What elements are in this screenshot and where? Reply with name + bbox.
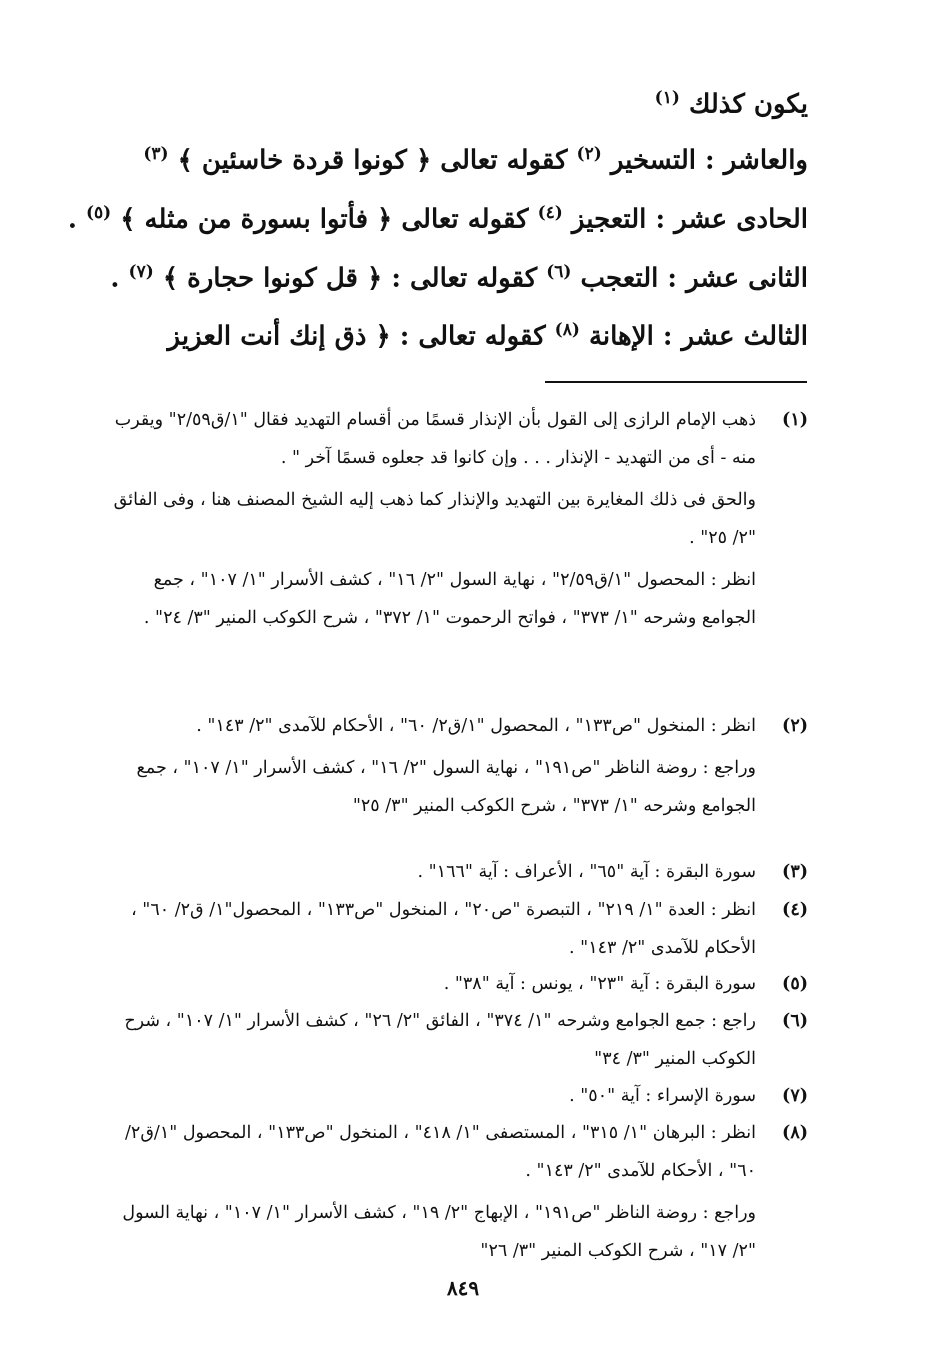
footnote-3 xyxy=(103,853,808,891)
footnote-ref: (١) xyxy=(654,88,680,108)
main-text: . xyxy=(67,204,77,235)
main-text: . xyxy=(110,263,120,294)
main-line-5 xyxy=(108,320,808,352)
footnote-2 xyxy=(103,707,808,825)
main-text: الثالث عشر : الإهانة xyxy=(588,321,808,352)
main-text: يكون كذلك xyxy=(688,89,808,120)
footnote-6 xyxy=(103,1002,808,1078)
footnote-body xyxy=(103,965,756,1003)
footnote-paragraph: وراجع : روضة الناظر "ص١٩١" ، نهاية السول "٢/ ١٦" ، كشف الأسرار "١/ ١٠٧" ، جمع الجوامع وشرحه "١/ ٣٧٣" ، شرح الكوكب المنير "٣/ ٢٥" xyxy=(136,758,756,816)
footnote-number: (٥) xyxy=(782,974,808,994)
main-text: كقوله تعالى : xyxy=(391,263,538,294)
footnote-body xyxy=(103,1002,756,1078)
footnote-ref: (٧) xyxy=(128,262,154,282)
footnote-body xyxy=(103,853,756,891)
footnote-number: (٦) xyxy=(782,1011,808,1031)
footnote-body xyxy=(103,707,756,825)
footnote-number: (١) xyxy=(782,410,808,430)
quran-quote: ﴿ قل كونوا حجارة ﴾ xyxy=(162,263,383,294)
footnote-ref: (٢) xyxy=(576,144,602,164)
footnote-number: (٧) xyxy=(782,1086,808,1106)
footnote-separator xyxy=(545,381,807,383)
quran-quote: ﴿ ذق إنك أنت العزيز xyxy=(167,321,391,352)
footnote-ref: (٦) xyxy=(546,262,572,282)
main-line-3 xyxy=(67,203,808,235)
footnote-paragraph: انظر : المنخول "ص١٣٣" ، المحصول "١/ق٢/ ٦٠" ، الأحكام للآمدى "٢/ ١٤٣" . xyxy=(196,716,756,736)
footnote-number: (٢) xyxy=(782,716,808,736)
quran-quote: ﴿ كونوا قردة خاسئين ﴾ xyxy=(177,145,432,176)
quran-quote: ﴿ فأتوا بسورة من مثله ﴾ xyxy=(120,204,393,235)
footnote-body xyxy=(103,891,756,967)
footnote-number: (٤) xyxy=(782,900,808,920)
main-text: كقوله تعالى xyxy=(440,145,568,176)
footnote-body xyxy=(103,401,756,637)
main-text: الثانى عشر : التعجب xyxy=(580,263,808,294)
footnote-ref: (٥) xyxy=(85,203,112,223)
footnote-paragraph: سورة البقرة : آية "٦٥" ، الأعراف : آية "١٦٦" . xyxy=(417,862,756,882)
footnote-number: (٣) xyxy=(782,862,808,882)
footnote-5 xyxy=(103,965,808,1003)
footnote-number: (٨) xyxy=(782,1123,808,1143)
footnote-paragraph: سورة البقرة : آية "٢٣" ، يونس : آية "٣٨" . xyxy=(443,974,756,994)
page-number: ٨٤٩ xyxy=(446,1276,480,1300)
footnote-paragraph: راجع : جمع الجوامع وشرحه "١/ ٣٧٤" ، الفائق "٢/ ٢٦" ، كشف الأسرار "١/ ١٠٧" ، شرح الكوكب المنير "٣/ ٣٤" xyxy=(124,1011,756,1069)
footnote-paragraph: وراجع : روضة الناظر "ص١٩١" ، الإبهاج "٢/ ١٩" ، كشف الأسرار "١/ ١٠٧" ، نهاية السول "٢/ ١٧" ، شرح الكوكب المنير "٣/ ٢٦" xyxy=(122,1203,756,1261)
footnote-8 xyxy=(103,1114,808,1270)
footnote-paragraph: انظر : البرهان "١/ ٣١٥" ، المستصفى "١/ ٤١٨" ، المنخول "ص١٣٣" ، المحصول "١/ق٢/ ٦٠" ، الأحكام للآمدى "٢/ ١٤٣" . xyxy=(125,1123,756,1181)
main-text: كقوله تعالى xyxy=(401,204,529,235)
main-text: الحادى عشر : التعجيز xyxy=(571,204,808,235)
footnote-1 xyxy=(103,401,808,637)
footnote-paragraph: انظر : المحصول "١/ق٢/٥٩" ، نهاية السول "٢/ ١٦" ، كشف الأسرار "١/ ١٠٧" ، جمع الجوامع وشرحه "١/ ٣٧٣" ، فواتح الرحموت "١/ ٣٧٢" ، شرح الكوكب المنير "٣/ ٢٤" . xyxy=(143,570,756,628)
footnote-ref: (٤) xyxy=(537,203,563,223)
main-line-2 xyxy=(108,144,808,176)
footnote-paragraph: والحق فى ذلك المغايرة بين التهديد والإنذار كما ذهب إليه الشيخ المصنف هنا ، وفى الفائق "٢/ ٢٥" . xyxy=(113,490,756,548)
main-line-1 xyxy=(108,88,808,120)
footnote-paragraph: انظر : العدة "١/ ٢١٩" ، التبصرة "ص٢٠" ، المنخول "ص١٣٣" ، المحصول"١/ ق٢/ ٦٠" ، الأحكام للآمدى "٢/ ١٤٣" . xyxy=(131,900,756,958)
footnote-paragraph: سورة الإسراء : آية "٥٠" . xyxy=(569,1086,756,1106)
main-text: والعاشر : التسخير xyxy=(610,145,808,176)
footnote-paragraph: ذهب الإمام الرازى إلى القول بأن الإنذار قسمًا من أقسام التهديد فقال "١/ق٢/٥٩" ويقرب منه - أى من التهديد - الإنذار . . . وإن كانوا قد جعلوه قسمًا آخر " . xyxy=(114,410,756,468)
main-line-4 xyxy=(108,262,808,294)
main-text: كقوله تعالى : xyxy=(399,321,546,352)
footnote-ref: (٣) xyxy=(143,144,169,164)
footnote-body xyxy=(103,1077,756,1115)
footnote-body xyxy=(103,1114,756,1270)
footnote-7 xyxy=(103,1077,808,1115)
footnote-ref: (٨) xyxy=(554,320,580,340)
footnote-4 xyxy=(103,891,808,967)
